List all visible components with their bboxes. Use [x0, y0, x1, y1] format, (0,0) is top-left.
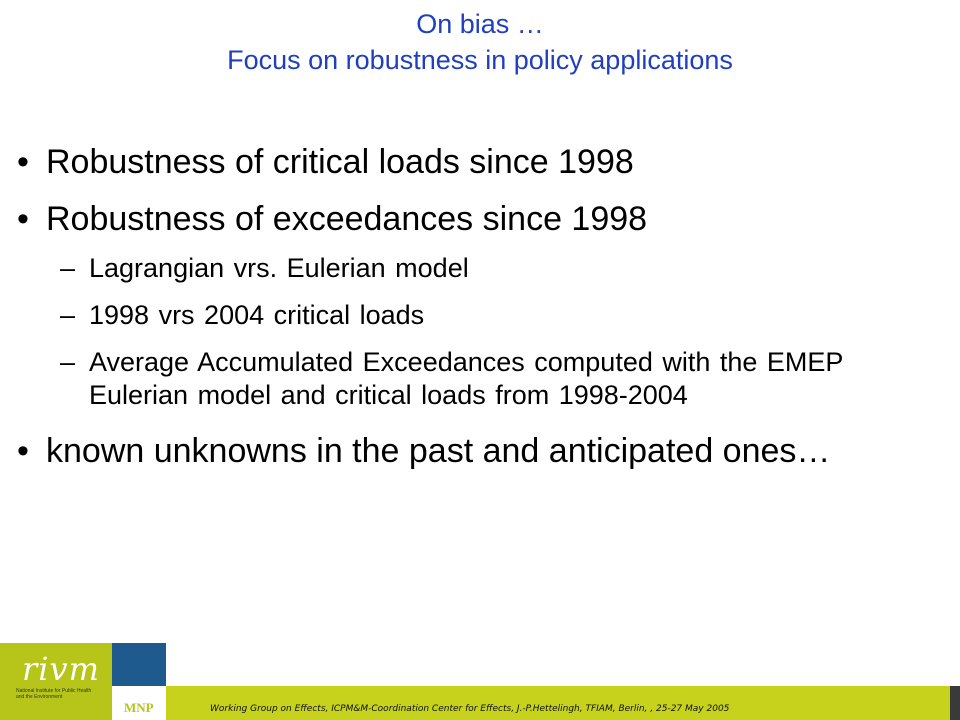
rivm-logo: rivm	[22, 650, 100, 688]
bullet-item	[0, 142, 926, 182]
sub-bullet-item	[0, 252, 949, 285]
title-line-1: On bias …	[416, 9, 544, 39]
bullet-marker: •	[17, 200, 29, 238]
sub-bullet-list	[0, 252, 960, 412]
slide-title	[0, 6, 960, 78]
rivm-logo-subtitle: National Institute for Public Health and the Environment	[16, 688, 92, 700]
sub-bullet-text: 1998 vrs 2004 critical loads	[89, 300, 425, 330]
sub-bullet-text: Average Accumulated Exceedances computed with the EMEP Eulerian model and critical loads from 1998-2004	[89, 347, 843, 410]
sub-bullet-marker: –	[60, 253, 76, 283]
bullet-text: Robustness of critical loads since 1998	[46, 143, 634, 181]
bullet-marker: •	[17, 143, 29, 181]
bullet-item	[0, 431, 926, 471]
bullet-marker: •	[17, 432, 29, 470]
footer-strip-shadow	[950, 686, 960, 720]
bullet-text: Robustness of exceedances since 1998	[46, 200, 648, 238]
sub-bullet-text: Lagrangian vrs. Eulerian model	[89, 253, 469, 283]
mnp-logo: MNP	[124, 700, 154, 715]
bullet-text: known unknowns in the past and anticipated ones…	[46, 432, 831, 470]
footer-text: Working Group on Effects, ICPM&M-Coordination Center for Effects, J.-P.Hettelingh, TFIAM, Berlin, , 25-27 May 2005	[210, 704, 730, 714]
sub-bullet-item	[0, 299, 949, 332]
sub-bullet-marker: –	[60, 300, 76, 330]
bullet-list	[0, 142, 960, 488]
logo-blue-block	[112, 643, 166, 686]
sub-bullet-marker: –	[60, 347, 76, 377]
title-line-2: Focus on robustness in policy applications	[227, 45, 733, 75]
bullet-item	[0, 199, 926, 239]
sub-bullet-item	[0, 346, 949, 412]
